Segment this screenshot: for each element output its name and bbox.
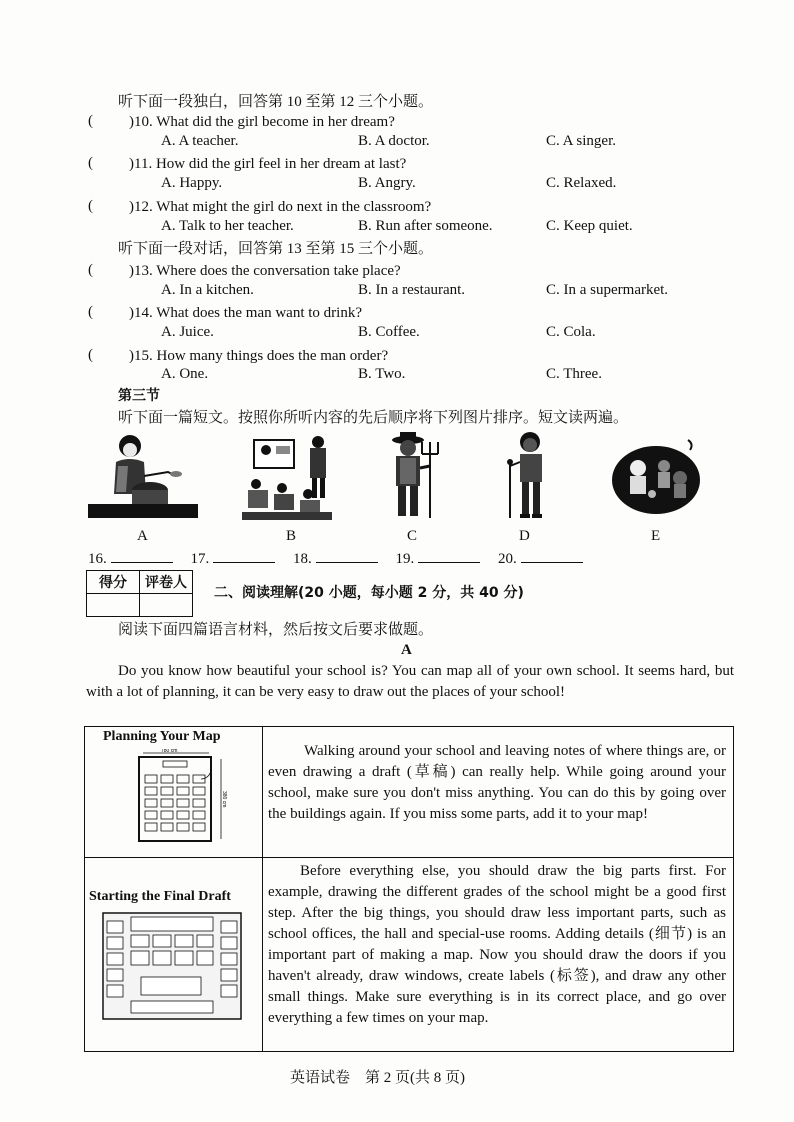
answer-paren: ( bbox=[88, 347, 93, 363]
option-a: A. One. bbox=[161, 366, 209, 382]
option-c: C. A singer. bbox=[546, 133, 617, 149]
score-header: 得分 bbox=[87, 571, 140, 594]
blank-label-18: 18. bbox=[293, 551, 312, 567]
picture-label-c: C bbox=[407, 528, 418, 544]
row-text-final-draft: Before everything else, you should draw the big parts first. For example, drawing the different grades of the school might be a good first step. After the big things, you should draw less important parts, such as school offices, the hall and special-use rooms. Adding details (细节) is an important part of making a map. Now you should draw the doors if you haven't already, draw windows, create labels (标签), and draw any other small things. Make sure everything is in its correct place, and go over everything a few times on your map. bbox=[268, 863, 726, 1026]
option-a: A. Happy. bbox=[161, 175, 223, 191]
section3-instruction: 听下面一篇短文。按照你所听内容的先后顺序将下列图片排序。短文读两遍。 bbox=[118, 410, 629, 426]
section3-title: 第三节 bbox=[118, 388, 160, 404]
option-a: A. In a kitchen. bbox=[161, 282, 254, 298]
answer-blank-18[interactable] bbox=[316, 548, 378, 563]
picture-label-a: A bbox=[137, 528, 148, 544]
ordering-blanks bbox=[88, 548, 597, 569]
passage-table bbox=[84, 726, 734, 1052]
option-b: B. Angry. bbox=[358, 175, 416, 191]
answer-paren: ( bbox=[88, 304, 93, 320]
dialogue-instruction: 听下面一段对话，回答第 13 至第 15 三个小题。 bbox=[118, 241, 434, 257]
picture-b-classroom bbox=[242, 432, 332, 522]
question-stem: )14. What does the man want to drink? bbox=[129, 305, 362, 321]
option-c: C. Three. bbox=[546, 366, 602, 382]
part2-heading: 二、阅读理解(20 小题，每小题 2 分，共 40 分) bbox=[214, 585, 524, 601]
option-a: A. Juice. bbox=[161, 324, 214, 340]
blank-label-19: 19. bbox=[395, 551, 415, 567]
question-stem: )11. How did the girl feel in her dream at last? bbox=[129, 156, 407, 172]
passage-letter: A bbox=[401, 642, 412, 658]
row-text-planning: Walking around your school and leaving notes of where things are, or even drawing a draft (草稿) can really help. While going around your school, make sure you don't miss anything. You can do this by going over the buildings again. If you miss some parts, add it to your map! bbox=[268, 743, 726, 822]
option-a: A. A teacher. bbox=[161, 133, 239, 149]
answer-paren: ( bbox=[88, 155, 93, 171]
blank-label-20: 20. bbox=[498, 551, 517, 567]
question-stem: )13. Where does the conversation take place? bbox=[129, 263, 401, 279]
score-box bbox=[86, 570, 193, 617]
picture-a-woman-cooking bbox=[88, 432, 198, 522]
answer-paren: ( bbox=[88, 262, 93, 278]
option-b: B. Coffee. bbox=[358, 324, 420, 340]
page-footer: 英语试卷 第 2 页(共 8 页) bbox=[290, 1070, 465, 1086]
monologue-instruction: 听下面一段独白，回答第 10 至第 12 三个小题。 bbox=[118, 94, 434, 110]
school-floor-plan bbox=[101, 911, 243, 1023]
map-height-label: 380 cm bbox=[221, 791, 227, 808]
option-a: A. Talk to her teacher. bbox=[161, 218, 294, 234]
score-cell[interactable] bbox=[87, 594, 140, 617]
answer-paren: ( bbox=[88, 113, 93, 129]
answer-blank-20[interactable] bbox=[521, 548, 583, 563]
map-width-label: 780 cm bbox=[161, 749, 178, 754]
picture-label-e: E bbox=[651, 528, 661, 544]
picture-c-farmer bbox=[378, 432, 448, 522]
grader-cell[interactable] bbox=[140, 594, 193, 617]
grader-header: 评卷人 bbox=[140, 571, 193, 594]
option-b: B. Run after someone. bbox=[358, 218, 493, 234]
classroom-draft-map bbox=[125, 749, 229, 849]
blank-label-17: 17. bbox=[190, 551, 210, 567]
answer-blank-16[interactable] bbox=[111, 548, 173, 563]
row-title-planning: Planning Your Map bbox=[103, 729, 221, 744]
blank-label-16: 16. bbox=[88, 551, 107, 567]
option-c: C. Keep quiet. bbox=[546, 218, 633, 234]
option-b: B. A doctor. bbox=[358, 133, 430, 149]
option-b: B. Two. bbox=[358, 366, 406, 382]
passage-intro: Do you know how beautiful your school is? You can map all of your own school. It seems hard, but with a lot of planning, it can be very easy to draw out the places of your school! bbox=[86, 663, 734, 700]
answer-blank-19[interactable] bbox=[418, 548, 480, 563]
part2-instruction: 阅读下面四篇语言材料，然后按文后要求做题。 bbox=[118, 622, 434, 638]
row-title-final-draft: Starting the Final Draft bbox=[89, 889, 231, 904]
picture-d-singer bbox=[496, 432, 556, 522]
option-c: C. In a supermarket. bbox=[546, 282, 669, 298]
question-stem: )15. How many things does the man order? bbox=[129, 348, 389, 364]
answer-blank-17[interactable] bbox=[213, 548, 275, 563]
option-c: C. Cola. bbox=[546, 324, 596, 340]
picture-label-b: B bbox=[286, 528, 297, 544]
picture-label-d: D bbox=[519, 528, 530, 544]
answer-paren: ( bbox=[88, 198, 93, 214]
picture-e-dream-scene bbox=[608, 432, 702, 522]
question-stem: )10. What did the girl become in her dream? bbox=[129, 114, 395, 130]
option-c: C. Relaxed. bbox=[546, 175, 617, 191]
option-b: B. In a restaurant. bbox=[358, 282, 466, 298]
question-stem: )12. What might the girl do next in the classroom? bbox=[129, 199, 432, 215]
